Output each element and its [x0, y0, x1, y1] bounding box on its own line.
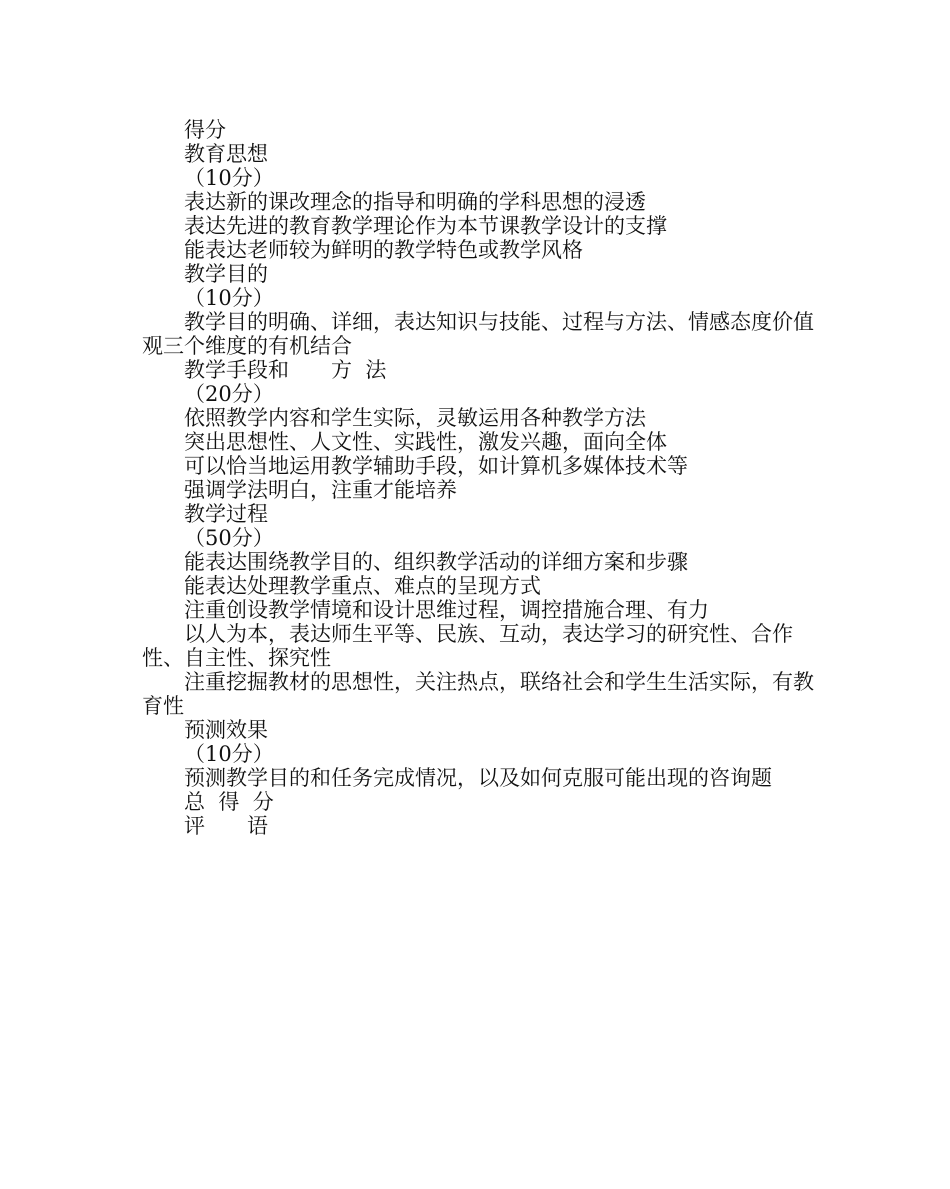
- criterion-text: 可以恰当地运用教学辅助手段，如计算机多媒体技术等: [184, 454, 688, 478]
- criterion-text: 强调学法明白，注重才能培养: [184, 478, 457, 502]
- section-points-teaching-methods: （20分）: [184, 382, 274, 406]
- criterion-text: 注重创设教学情境和设计思维过程，调控措施合理、有力: [184, 598, 709, 622]
- criterion-text: 能表达围绕教学目的、组织教学活动的详细方案和步骤: [184, 550, 688, 574]
- criterion-text: 能表达处理教学重点、难点的呈现方式: [184, 574, 541, 598]
- section-heading-teaching-methods: 教学手段和 方 法: [184, 358, 387, 382]
- criterion-text: 表达先进的教育教学理论作为本节课教学设计的支撑: [184, 214, 667, 238]
- criterion-text: 教学目的明确、详细，表达知识与技能、过程与方法、情感态度价值观三个维度的有机结合: [142, 310, 814, 358]
- criterion-text: 预测教学目的和任务完成情况，以及如何克服可能出现的咨询题: [184, 766, 772, 790]
- section-heading-education-thought: 教育思想: [184, 142, 268, 166]
- section-points-teaching-process: （50分）: [184, 526, 274, 550]
- section-heading-expected-effect: 预测效果: [184, 718, 268, 742]
- criterion-text: 表达新的课改理念的指导和明确的学科思想的浸透: [184, 190, 646, 214]
- criterion-text: 依照教学内容和学生实际，灵敏运用各种教学方法: [184, 406, 646, 430]
- criterion-text: 注重挖掘教材的思想性，关注热点，联络社会和学生生活实际，有教育性: [142, 670, 814, 718]
- section-heading-teaching-process: 教学过程: [184, 502, 268, 526]
- section-points-expected-effect: （10分）: [184, 742, 274, 766]
- comments-label: 评 语: [184, 814, 268, 838]
- section-points-education-thought: （10分）: [184, 166, 274, 190]
- document-body: [142, 118, 822, 838]
- total-score-label: 总 得 分: [184, 790, 274, 814]
- criterion-text: 以人为本，表达师生平等、民族、互动，表达学习的研究性、合作性、自主性、探究性: [142, 622, 793, 670]
- score-label: 得分: [184, 118, 226, 142]
- section-heading-teaching-goal: 教学目的: [184, 262, 268, 286]
- criterion-text: 突出思想性、人文性、实践性，激发兴趣，面向全体: [184, 430, 667, 454]
- criterion-text: 能表达老师较为鲜明的教学特色或教学风格: [184, 238, 583, 262]
- section-points-teaching-goal: （10分）: [184, 286, 274, 310]
